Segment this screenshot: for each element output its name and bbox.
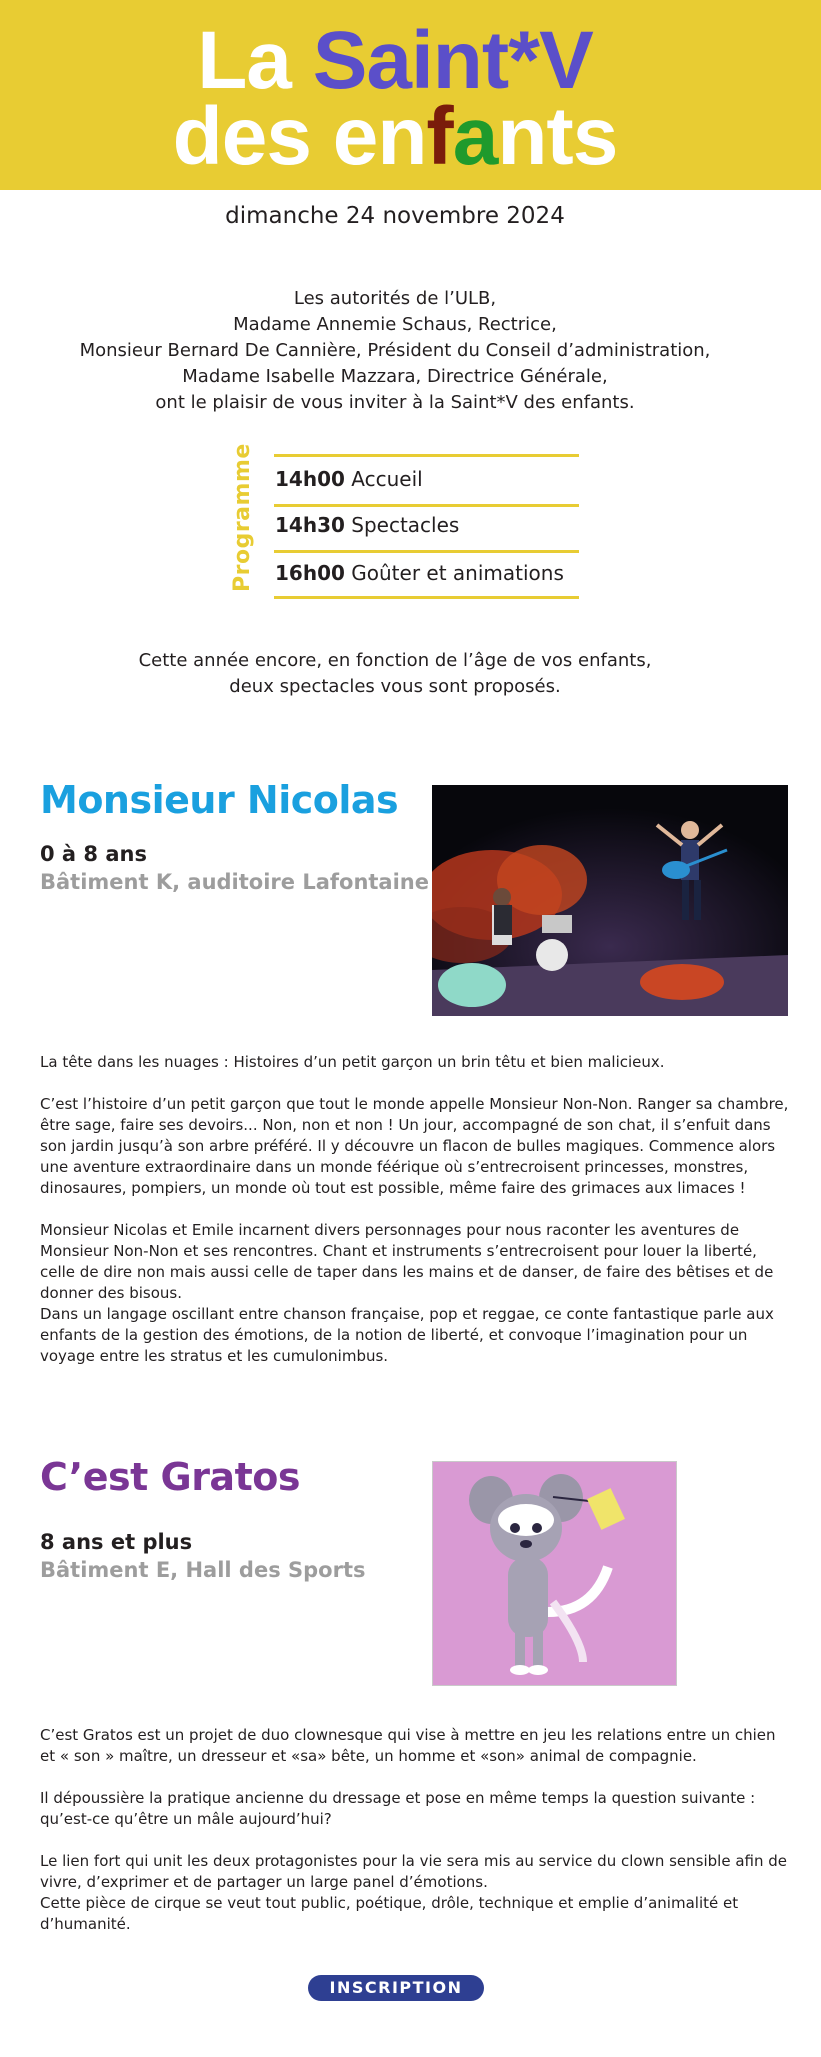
- title-des-en: des en: [172, 91, 427, 182]
- paragraph: Il dépoussière la pratique ancienne du dressage et pose en même temps la question suivante : qu’est-ce qu’être un mâle aujourd’hui?: [40, 1789, 756, 1828]
- paragraph: Monsieur Nicolas et Emile incarnent divers personnages pour nous raconter les aventures de Monsieur Non-Non et ses rencontres. Chant et instruments s’entrecroisent pour louer la liberté, celle de dire non mais aussi celle de taper dans les mains et de danser, de faire des bêtises et de donner des bisous.: [40, 1221, 774, 1302]
- intro-line: Les autorités de l’ULB,: [293, 288, 497, 309]
- invitation-text: [0, 286, 790, 416]
- inscription-button[interactable]: INSCRIPTION: [308, 1975, 484, 2001]
- title-f: f: [426, 91, 453, 182]
- title-a: a: [452, 91, 498, 182]
- title-nts: nts: [497, 91, 618, 182]
- programme-divider: [274, 504, 579, 507]
- programme-item: [275, 561, 564, 585]
- programme-activity: Accueil: [351, 467, 423, 491]
- event-date: dimanche 24 novembre 2024: [225, 203, 565, 229]
- note-line: Cette année encore, en fonction de l’âge de vos enfants,: [138, 650, 652, 671]
- paragraph: Dans un langage oscillant entre chanson française, pop et reggae, ce conte fantastique parle aux enfants de la gestion des émotions, de la notion de liberté, et convoque l’imagination pour un voyage entre les stratus et les cumulonimbus.: [40, 1305, 774, 1365]
- dog-illustration: [433, 1462, 676, 1685]
- page-title-line2: [0, 91, 790, 182]
- programme-divider: [274, 550, 579, 553]
- programme-divider: [274, 596, 579, 599]
- programme-item: [275, 467, 423, 491]
- page-title-line1: [0, 15, 790, 106]
- stage-photo-illustration: [432, 785, 788, 1016]
- paragraph: C’est Gratos est un projet de duo clownesque qui vise à mettre en jeu les relations entre un chien et « son » maître, un dresseur et «sa» bête, un homme et «son» animal de compagnie.: [40, 1726, 776, 1765]
- intro-line: Madame Isabelle Mazzara, Directrice Générale,: [182, 366, 608, 387]
- programme-activity: Goûter et animations: [351, 561, 564, 585]
- show1-description: [40, 1052, 790, 1388]
- show2-title: C’est Gratos: [40, 1455, 300, 1499]
- programme-activity: Spectacles: [351, 513, 460, 537]
- note-line: deux spectacles vous sont proposés.: [229, 676, 561, 697]
- paragraph: C’est l’histoire d’un petit garçon que tout le monde appelle Monsieur Non-Non. Ranger sa chambre, être sage, faire ses devoirs... Non, non et non ! Un jour, accompagné de son chat, il s’enfuit dans son jardin jusqu’à son arbre préféré. Il y découvre un flacon de bulles magiques. Commence alors une aventure extraordinaire dans un monde féérique où s’entrecroisent princesses, monstres, dinosaures, pompiers, un monde où tout est possible, même faire des grimaces aux limaces !: [40, 1095, 789, 1197]
- intro-line: Madame Annemie Schaus, Rectrice,: [233, 314, 557, 335]
- programme-time: 16h00: [275, 561, 345, 585]
- show1-title: Monsieur Nicolas: [40, 778, 399, 822]
- intro-line: Monsieur Bernard De Cannière, Président du Conseil d’administration,: [79, 340, 711, 361]
- shows-note: [0, 648, 790, 700]
- show1-photo: [432, 785, 788, 1016]
- programme-time: 14h30: [275, 513, 345, 537]
- title-saintv: Saint*V: [312, 15, 593, 106]
- paragraph: Cette pièce de cirque se veut tout public, poétique, drôle, technique et emplie d’animalité et d’humanité.: [40, 1894, 739, 1933]
- show1-location: Bâtiment K, auditoire Lafontaine: [40, 870, 429, 894]
- show2-age: 8 ans et plus: [40, 1530, 193, 1554]
- show2-illustration: [432, 1461, 677, 1686]
- paragraph: Le lien fort qui unit les deux protagonistes pour la vie sera mis au service du clown sensible afin de vivre, d’exprimer et de partager un large panel d’émotions.: [40, 1852, 787, 1891]
- programme-time: 14h00: [275, 467, 345, 491]
- intro-line: ont le plaisir de vous inviter à la Saint*V des enfants.: [155, 392, 635, 413]
- title-la: La: [197, 15, 291, 106]
- paragraph: La tête dans les nuages : Histoires d’un petit garçon un brin têtu et bien malicieux.: [40, 1053, 665, 1071]
- programme-label: Programme: [230, 443, 255, 592]
- show1-age: 0 à 8 ans: [40, 842, 147, 866]
- show2-description: [40, 1725, 790, 1956]
- programme-item: [275, 513, 459, 537]
- show2-location: Bâtiment E, Hall des Sports: [40, 1558, 366, 1582]
- programme-divider: [274, 454, 579, 457]
